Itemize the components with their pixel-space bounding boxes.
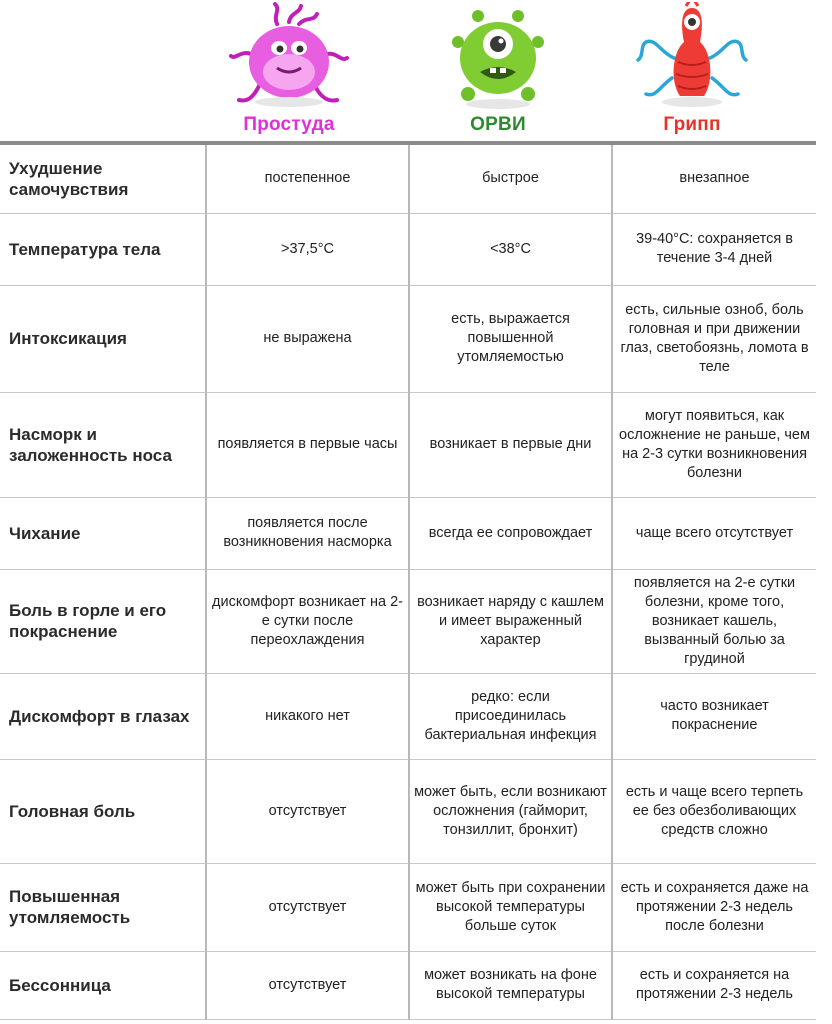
table-row [0,285,816,392]
row-label: Ухудшение самочувствия [0,145,206,213]
row-label: Боль в горле и его покраснение [0,569,206,673]
cell-cold: постепенное [206,145,409,213]
cell-orvi: быстрое [409,145,612,213]
cell-flu: есть, сильные озноб, боль головная и при движении глаз, светобоязнь, ломота в теле [612,285,816,392]
table-row [0,392,816,497]
cell-orvi: возникает в первые дни [409,392,612,497]
column-title-flu: Грипп [663,114,721,135]
cell-orvi: возникает наряду с кашлем и имеет выраженный характер [409,569,612,673]
cell-orvi: может возникать на фоне высокой температуры [409,951,612,1019]
table-row [0,497,816,569]
table-row [0,213,816,285]
column-header-orvi [423,0,573,142]
row-label: Температура тела [0,213,206,285]
cell-cold: отсутствует [206,863,409,951]
table-row [0,759,816,863]
red-tentacle-germ-icon [632,2,752,112]
cell-cold: не выражена [206,285,409,392]
cell-orvi: есть, выражается повышенной утомляемостью [409,285,612,392]
column-header-cold [214,0,364,142]
cell-cold: >37,5°C [206,213,409,285]
table-header [0,0,832,142]
cell-flu: появляется на 2-е сутки болезни, кроме того, возникает кашель, вызванный болью за грудиной [612,569,816,673]
cell-cold: отсутствует [206,951,409,1019]
cell-flu: есть и чаще всего терпеть ее без обезболивающих средств сложно [612,759,816,863]
cell-orvi: всегда ее сопровождает [409,497,612,569]
cell-flu: внезапное [612,145,816,213]
row-label: Насморк и заложенность носа [0,392,206,497]
cell-cold: отсутствует [206,759,409,863]
row-label: Дискомфорт в глазах [0,673,206,759]
row-label: Головная боль [0,759,206,863]
cell-orvi: <38°C [409,213,612,285]
cell-orvi: редко: если присоединилась бактериальная инфекция [409,673,612,759]
row-label: Чихание [0,497,206,569]
symptoms-table [0,145,816,1020]
table-row [0,569,816,673]
table-row [0,673,816,759]
row-label: Повышенная утомляемость [0,863,206,951]
cell-cold: никакого нет [206,673,409,759]
cell-flu: есть и сохраняется даже на протяжении 2-3 недель после болезни [612,863,816,951]
cell-flu: 39-40°С: сохраняется в течение 3-4 дней [612,213,816,285]
column-title-orvi: ОРВИ [470,114,526,135]
green-one-eyed-germ-icon [438,2,558,112]
table-row [0,145,816,213]
cell-orvi: может быть при сохранении высокой температуры больше суток [409,863,612,951]
cell-cold: появляется в первые часы [206,392,409,497]
row-label: Интоксикация [0,285,206,392]
cell-cold: появляется после возникновения насморка [206,497,409,569]
table-row [0,863,816,951]
table-row [0,951,816,1019]
column-title-cold: Простуда [243,114,335,135]
cell-flu: могут появиться, как осложнение не раньше, чем на 2-3 сутки возникновения болезни [612,392,816,497]
cell-orvi: может быть, если возникают осложнения (гайморит, тонзиллит, бронхит) [409,759,612,863]
cell-cold: дискомфорт возникает на 2-е сутки после переохлаждения [206,569,409,673]
cell-flu: чаще всего отсутствует [612,497,816,569]
row-label: Бессонница [0,951,206,1019]
cell-flu: есть и сохраняется на протяжении 2-3 недель [612,951,816,1019]
cell-flu: часто возникает покраснение [612,673,816,759]
column-header-flu [617,0,767,142]
pink-germ-icon [229,2,349,112]
